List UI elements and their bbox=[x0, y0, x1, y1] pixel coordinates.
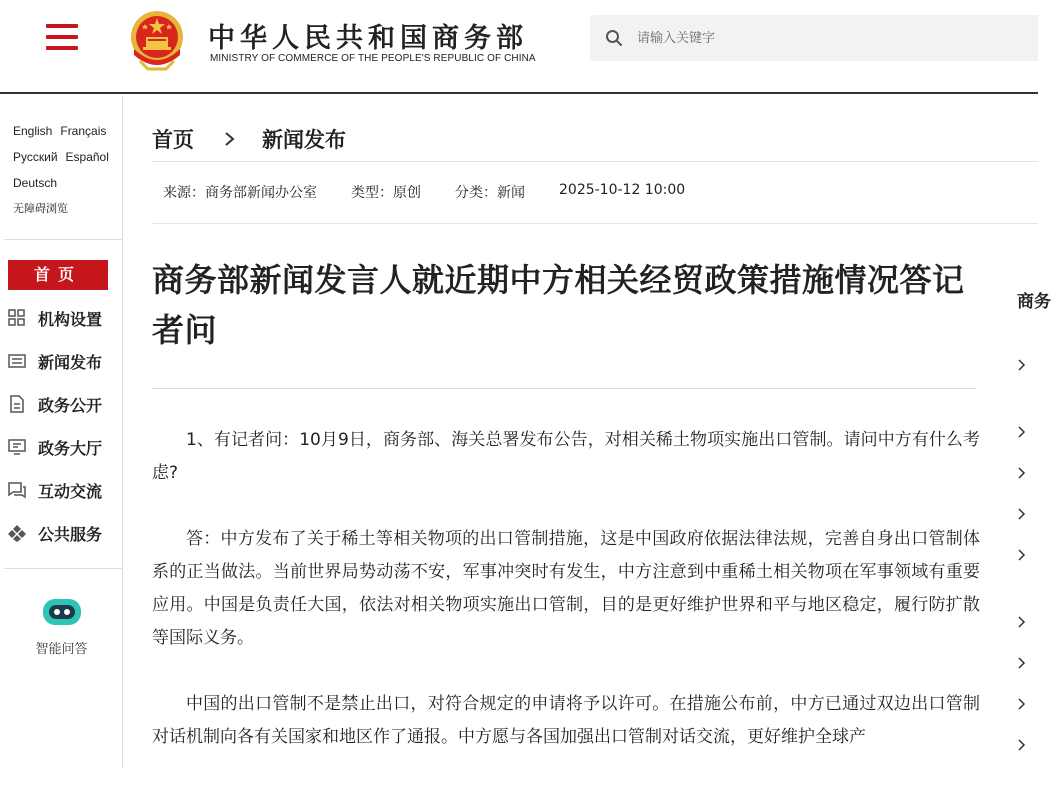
chevron-right-icon[interactable] bbox=[1016, 426, 1026, 438]
robot-icon bbox=[39, 596, 85, 628]
chevron-right-icon[interactable] bbox=[1016, 467, 1026, 479]
article-title: 商务部新闻发言人就近期中方相关经贸政策措施情况答记者问 bbox=[152, 261, 965, 349]
article-body bbox=[152, 424, 980, 787]
meta-divider bbox=[152, 223, 1038, 224]
sidebar-item-interaction[interactable] bbox=[8, 478, 102, 502]
news-icon bbox=[8, 352, 26, 370]
chat-icon bbox=[8, 481, 26, 499]
sidebar-divider bbox=[4, 239, 122, 240]
document-icon bbox=[8, 395, 26, 413]
sidebar-item-government-affairs[interactable] bbox=[8, 392, 102, 416]
accessibility-link[interactable]: 无障碍浏览 bbox=[13, 202, 68, 215]
search-icon[interactable] bbox=[605, 29, 623, 47]
breadcrumb bbox=[152, 124, 346, 154]
chevron-right-icon[interactable] bbox=[1016, 739, 1026, 751]
sidebar-item-label: 互动交流 bbox=[38, 481, 103, 501]
search-input[interactable] bbox=[637, 31, 997, 46]
sidebar-item-label: 新闻发布 bbox=[38, 352, 103, 372]
chevron-right-icon[interactable] bbox=[1016, 616, 1026, 628]
menu-icon[interactable] bbox=[46, 24, 78, 50]
chevron-right-icon[interactable] bbox=[1016, 698, 1026, 710]
sidebar-item-public-service[interactable] bbox=[8, 521, 102, 545]
ministry-name-cn: 中华人民共和国商务部 bbox=[208, 23, 528, 54]
lang-english[interactable]: English bbox=[13, 124, 53, 138]
article-datetime: 2025-10-12 10:00 bbox=[559, 182, 686, 198]
chevron-right-icon[interactable] bbox=[1016, 657, 1026, 669]
smart-qa-label: 智能问答 bbox=[35, 642, 88, 657]
article-meta bbox=[163, 182, 719, 202]
article-category: 分类：新闻 bbox=[455, 185, 525, 201]
lang-german[interactable]: Deutsch bbox=[13, 176, 58, 190]
article-paragraph: 答：中方发布了关于稀土等相关物项的出口管制措施，这是中国政府依据法律法规，完善自身出口管制体系的正当做法。当前世界局势动荡不安，军事冲突时有发生，中方注意到中重稀土相关物项在军事领域有重要应用。中国是负责任大国，依法对相关物项实施出口管制，目的是更好维护世界和平与地区稳定，履行防扩散等国际义务。 bbox=[152, 529, 980, 648]
breadcrumb-divider bbox=[152, 161, 1038, 162]
sidebar-item-label: 公共服务 bbox=[38, 524, 103, 544]
monitor-icon bbox=[8, 438, 26, 456]
chevron-right-icon[interactable] bbox=[1016, 508, 1026, 520]
chevron-right-icon bbox=[224, 132, 236, 146]
article-source: 来源：商务部新闻办公室 bbox=[163, 185, 317, 201]
ministry-name-en: MINISTRY OF COMMERCE OF THE PEOPLE'S REPUBLIC OF CHINA bbox=[210, 53, 536, 64]
national-emblem-icon bbox=[128, 9, 186, 71]
language-links bbox=[13, 118, 109, 222]
sidebar-item-label: 政务公开 bbox=[38, 395, 103, 415]
lang-spanish[interactable]: Español bbox=[65, 150, 109, 164]
sidebar-item-service-hall[interactable] bbox=[8, 435, 102, 459]
lang-russian[interactable]: Русский bbox=[13, 150, 58, 164]
sidebar-item-label: 政务大厅 bbox=[38, 438, 103, 458]
lang-french[interactable]: Français bbox=[60, 124, 107, 138]
sidebar-item-organization[interactable] bbox=[8, 306, 102, 330]
sidebar-item-news[interactable] bbox=[8, 349, 102, 373]
breadcrumb-home[interactable]: 首页 bbox=[152, 128, 194, 152]
search-box bbox=[590, 15, 1038, 61]
article-paragraph: 1、有记者问：10月9日，商务部、海关总署发布公告，对相关稀土物项实施出口管制。请问中方有什么考虑? bbox=[152, 430, 980, 483]
chevron-right-icon[interactable] bbox=[1016, 359, 1026, 371]
article-paragraph: 中国的出口管制不是禁止出口，对符合规定的申请将予以许可。在措施公布前，中方已通过双边出口管制对话机制向各有关国家和地区作了通报。中方愿与各国加强出口管制对话交流，更好维护全球产 bbox=[152, 694, 980, 747]
title-divider bbox=[152, 388, 976, 389]
smart-qa-button[interactable] bbox=[0, 596, 123, 657]
article-type: 类型：原创 bbox=[351, 185, 421, 201]
grid-icon bbox=[8, 309, 26, 327]
site-header bbox=[0, 0, 1038, 94]
sidebar-item-label: 机构设置 bbox=[38, 309, 103, 329]
chevron-right-icon[interactable] bbox=[1016, 549, 1026, 561]
sidebar bbox=[0, 96, 123, 768]
sidebar-divider bbox=[4, 568, 122, 569]
service-icon bbox=[8, 524, 26, 542]
breadcrumb-current[interactable]: 新闻发布 bbox=[262, 128, 346, 152]
sidebar-item-home[interactable]: 首页 bbox=[8, 260, 108, 290]
related-heading: 商务 bbox=[1017, 292, 1051, 312]
